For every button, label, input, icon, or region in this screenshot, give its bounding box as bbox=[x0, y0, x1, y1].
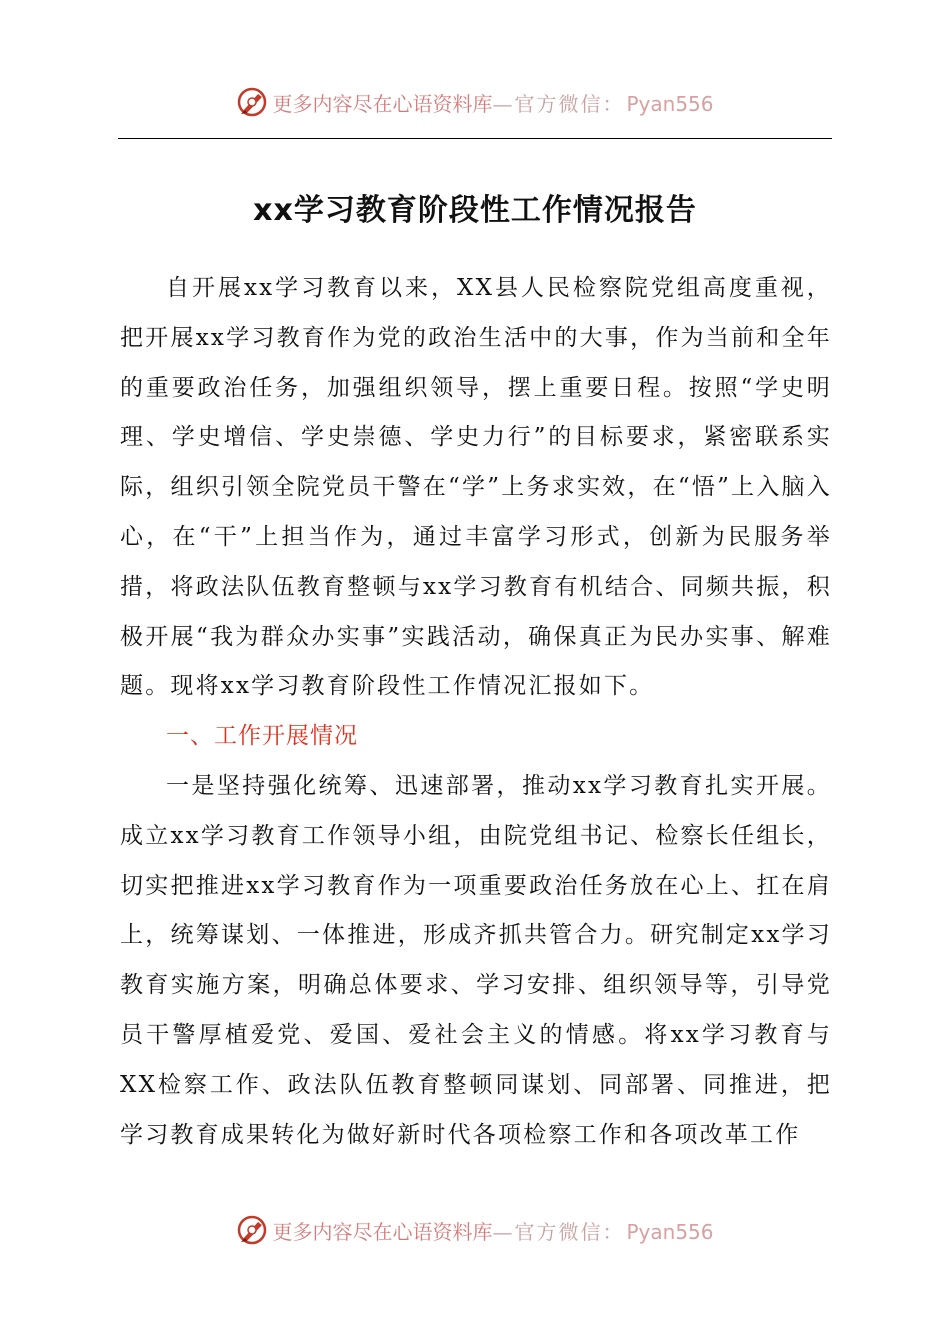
header-watermark-banner bbox=[0, 80, 950, 124]
footer-watermark-banner bbox=[0, 1208, 950, 1252]
banner-text bbox=[272, 1216, 713, 1245]
paragraph-intro: 自开展xx学习教育以来，XX县人民检察院党组高度重视，把开展xx学习教育作为党的政治生活中的大事，作为当前和全年的重要政治任务，加强组织领导，摆上重要日程。按照“学史明理、学史增信、学史崇德、学史力行”的目标要求，紧密联系实际，组织引领全院党员干警在“学”上务求实效，在“悟”上入脑入心，在“干”上担当作为，通过丰富学习形式，创新为民服务举措，将政法队伍教育整顿与xx学习教育有机结合、同频共振，积极开展“我为群众办实事”实践活动，确保真正为民办实事、解难题。现将xx学习教育阶段性工作情况汇报如下。 bbox=[120, 275, 832, 700]
pen-logo-icon bbox=[236, 1214, 268, 1246]
header-divider bbox=[118, 138, 832, 139]
banner-text-main: 更多内容尽在心语资料库 bbox=[272, 1219, 493, 1244]
section-heading-work-progress: 一、工作开展情况 bbox=[166, 723, 358, 750]
banner-wechat-id: Pyan556 bbox=[626, 1219, 714, 1244]
banner-text-main: 更多内容尽在心语资料库 bbox=[272, 91, 493, 116]
banner-text bbox=[272, 88, 713, 117]
paragraph-first-point: 一是坚持强化统筹、迅速部署，推动xx学习教育扎实开展。成立xx学习教育工作领导小组，由院党组书记、检察长任组长，切实把推进xx学习教育作为一项重要政治任务放在心上、扛在肩上，统筹谋划、一体推进，形成齐抓共管合力。研究制定xx学习教育实施方案，明确总体要求、学习安排、组织领导等，引导党员干警厚植爱党、爱国、爱社会主义的情感。将xx学习教育与XX检察工作、政法队伍教育整顿同谋划、同部署、同推进，把学习教育成果转化为做好新时代各项检察工作和各项改革工作 bbox=[120, 772, 832, 1148]
banner-text-official: —官方微信： bbox=[492, 1219, 625, 1244]
banner-wechat-id: Pyan556 bbox=[626, 91, 714, 116]
document-body bbox=[120, 264, 832, 1160]
pen-logo-icon bbox=[236, 86, 268, 118]
banner-text-official: —官方微信： bbox=[492, 91, 625, 116]
document-title: xx学习教育阶段性工作情况报告 bbox=[253, 193, 697, 228]
